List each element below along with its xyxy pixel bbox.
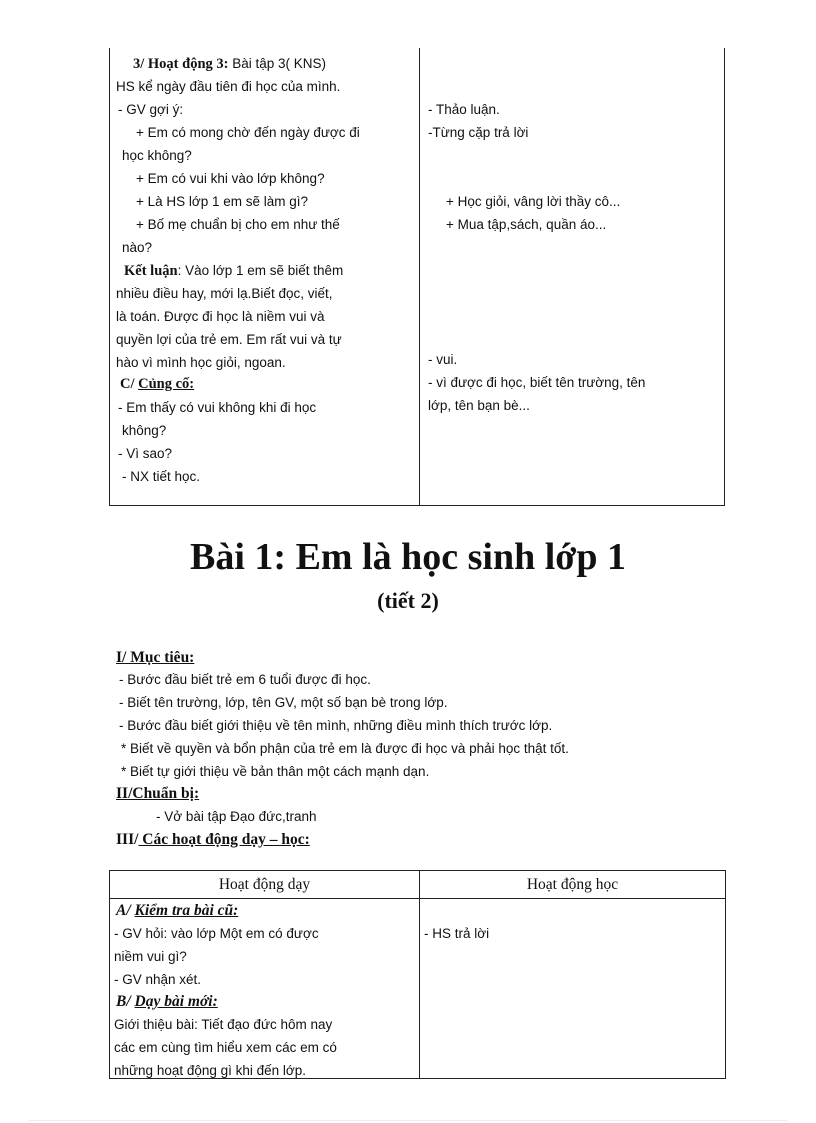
review-question-a: - GV hỏi: vào lớp Một em có được: [114, 926, 319, 941]
review-title: Kiểm tra bài cũ:: [134, 902, 239, 919]
consolidation-q3: - NX tiết học.: [122, 469, 201, 484]
review-prefix: A/: [116, 902, 135, 919]
col-header-learning: Hoạt động học: [526, 876, 619, 893]
consolidation-title: Củng cố:: [138, 376, 195, 392]
right-answer-buy: + Mua tập,sách, quần áo...: [446, 217, 607, 232]
col-header-teaching: Hoạt động dạy: [218, 876, 311, 893]
right-discuss: - Thảo luận.: [428, 102, 500, 117]
consolidation-q2: - Vì sao?: [118, 446, 173, 461]
preparation-heading: II/Chuẩn bị:: [116, 785, 200, 802]
question-4a: + Bố mẹ chuẩn bị cho em như thế: [136, 217, 340, 232]
intro-line-1: Giới thiệu bài: Tiết đạo đức hôm nay: [114, 1017, 333, 1032]
preparation-item: - Vở bài tập Đạo đức,tranh: [156, 809, 317, 824]
lesson-title: Bài 1: Em là học sinh lớp 1: [190, 536, 626, 578]
objective-item: - Biết tên trường, lớp, tên GV, một số bạn bè trong lớp.: [119, 695, 448, 710]
column-divider: [419, 871, 420, 1078]
objective-item: - Bước đầu biết trẻ em 6 tuổi được đi học.: [119, 672, 371, 687]
conclusion-text-2: nhiều điều hay, mới lạ.Biết đọc, viết,: [116, 286, 333, 301]
new-lesson-title: Dạy bài mới:: [134, 993, 218, 1010]
question-1a: + Em có mong chờ đến ngày được đi: [136, 125, 360, 140]
gv-suggest: - GV gợi ý:: [118, 102, 184, 117]
right-because-1: - vì được đi học, biết tên trường, tên: [428, 375, 646, 390]
objectives-heading: I/ Mục tiêu:: [116, 649, 195, 666]
right-pairs-answer: -Từng cặp trả lời: [428, 125, 529, 140]
activity-3-text: Bài tập 3( KNS): [228, 56, 327, 71]
new-lesson-prefix: B/: [116, 993, 135, 1010]
conclusion-line-1: [124, 260, 343, 282]
conclusion-text-3: là toán. Được đi học là niềm vui và: [116, 309, 325, 324]
consolidation-heading: [120, 373, 194, 395]
activities-heading: [116, 829, 310, 851]
conclusion-label: Kết luận: [124, 263, 178, 279]
column-divider: [419, 48, 420, 505]
consolidation-prefix: C/: [120, 376, 139, 392]
student-answer: - HS trả lời: [424, 926, 490, 941]
right-because-2: lớp, tên bạn bè...: [428, 398, 530, 413]
activity-3-intro: HS kể ngày đầu tiên đi học của mình.: [116, 79, 341, 94]
header-divider: [110, 898, 725, 899]
right-answer-study: + Học giỏi, vâng lời thầy cô...: [446, 194, 621, 209]
page-edge-line: [28, 1120, 788, 1121]
conclusion-text-5: hào vì mình học giỏi, ngoan.: [116, 355, 286, 370]
review-remark: - GV nhận xét.: [114, 972, 202, 987]
conclusion-text-4: quyền lợi của trẻ em. Em rất vui và tự: [116, 332, 342, 347]
activities-prefix: III/: [116, 831, 139, 848]
new-lesson-heading: [116, 991, 218, 1013]
question-2: + Em có vui khi vào lớp không?: [136, 171, 325, 186]
objective-item: * Biết về quyền và bổn phận của trẻ em là được đi học và phải học thật tốt.: [121, 741, 569, 756]
activity-3-line: [133, 53, 326, 75]
conclusion-text-1: : Vào lớp 1 em sẽ biết thêm: [177, 263, 344, 278]
objective-item: - Bước đầu biết giới thiệu về tên mình, những điều mình thích trước lớp.: [119, 718, 553, 733]
review-heading: [116, 900, 238, 922]
right-happy: - vui.: [428, 352, 458, 367]
activities-title: Các hoạt động dạy – học:: [138, 831, 310, 848]
intro-line-2: các em cùng tìm hiểu xem các em có: [114, 1040, 337, 1055]
consolidation-q1a: - Em thấy có vui không khi đi học: [118, 400, 317, 415]
lesson-subtitle: (tiết 2): [377, 588, 439, 613]
question-3: + Là HS lớp 1 em sẽ làm gì?: [136, 194, 309, 209]
intro-line-3: những hoạt động gì khi đến lớp.: [114, 1063, 307, 1078]
question-4b: nào?: [122, 240, 153, 255]
question-1b: học không?: [122, 148, 192, 163]
consolidation-q1b: không?: [122, 423, 167, 438]
objective-item: * Biết tự giới thiệu về bản thân một cách mạnh dạn.: [121, 764, 430, 779]
review-question-b: niềm vui gì?: [114, 949, 187, 964]
activity-3-label: 3/ Hoạt động 3:: [133, 56, 229, 72]
